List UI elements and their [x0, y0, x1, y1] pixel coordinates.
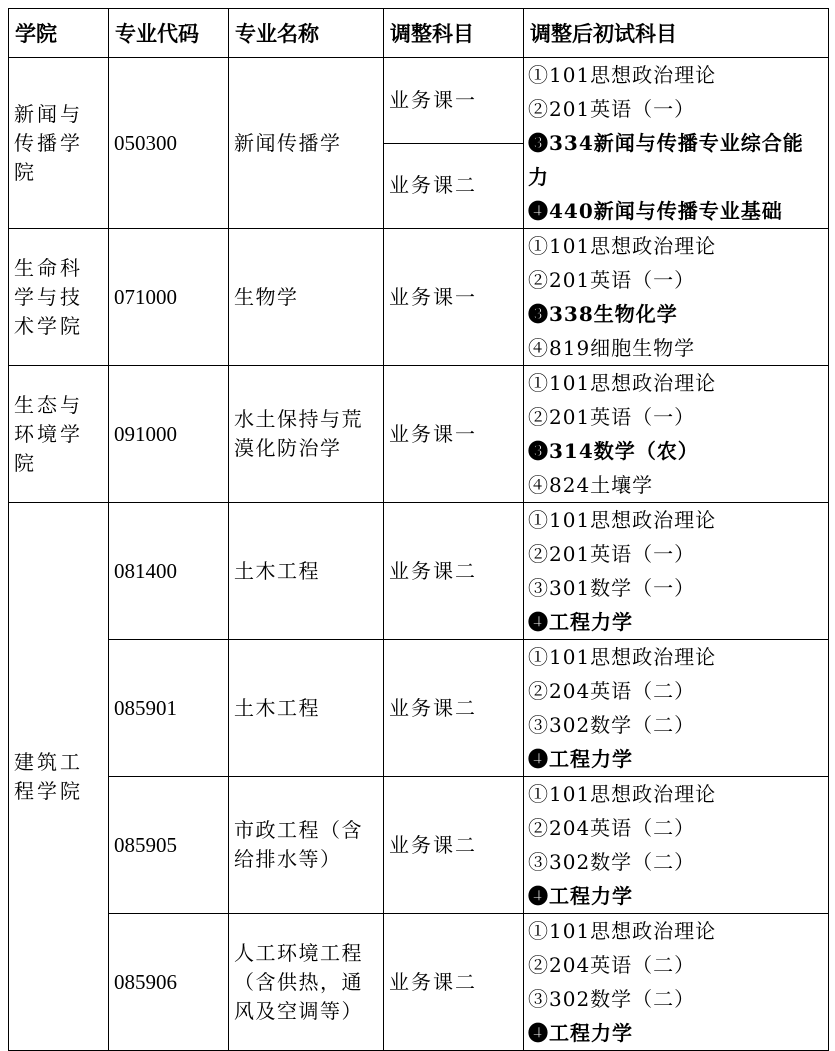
- subjects-cell: [524, 229, 829, 366]
- name-cell: 土木工程: [229, 503, 384, 640]
- college-cell: 生命科学与技术学院: [9, 229, 109, 366]
- name-cell: 新闻传播学: [229, 58, 384, 229]
- subject-item: ②204英语（二）: [528, 953, 696, 977]
- subjects-cell: [524, 777, 829, 914]
- subject-item: ④819细胞生物学: [528, 336, 696, 360]
- category-cell: 业务课二: [384, 143, 524, 229]
- subject-item: ②201英语（一）: [528, 405, 696, 429]
- subject-item: ②204英语（二）: [528, 816, 696, 840]
- subject-item: ③302数学（二）: [528, 987, 696, 1011]
- name-cell: 生物学: [229, 229, 384, 366]
- code-cell: 085906: [109, 914, 229, 1051]
- name-cell: 人工环境工程（含供热，通风及空调等）: [229, 914, 384, 1051]
- category-cell: 业务课一: [384, 58, 524, 144]
- subject-item: ③301数学（一）: [528, 576, 696, 600]
- table-row: [9, 366, 829, 503]
- subjects-cell: [524, 503, 829, 640]
- name-cell: 水土保持与荒漠化防治学: [229, 366, 384, 503]
- header-code: 专业代码: [109, 9, 229, 58]
- header-row: [9, 9, 829, 58]
- code-cell: 085905: [109, 777, 229, 914]
- subjects-cell: [524, 914, 829, 1051]
- subject-item: ❹工程力学: [528, 884, 633, 908]
- table-row: [9, 914, 829, 1051]
- subject-item: ❸334新闻与传播专业综合能力: [528, 131, 804, 189]
- name-cell: 市政工程（含给排水等）: [229, 777, 384, 914]
- adjustment-table: [8, 8, 829, 1051]
- subject-item: ❹440新闻与传播专业基础: [528, 199, 783, 223]
- subject-item: ③302数学（二）: [528, 713, 696, 737]
- subject-item: ❹工程力学: [528, 747, 633, 771]
- table-row: [9, 503, 829, 640]
- code-cell: 071000: [109, 229, 229, 366]
- subject-item: ②204英语（二）: [528, 679, 696, 703]
- college-cell: 生态与环境学院: [9, 366, 109, 503]
- header-name: 专业名称: [229, 9, 384, 58]
- category-cell: 业务课二: [384, 777, 524, 914]
- header-subjects: 调整后初试科目: [524, 9, 829, 58]
- subject-item: ①101思想政治理论: [528, 645, 717, 669]
- category-cell: 业务课二: [384, 640, 524, 777]
- code-cell: 050300: [109, 58, 229, 229]
- category-cell: 业务课二: [384, 503, 524, 640]
- table-row: [9, 229, 829, 366]
- subject-item: ①101思想政治理论: [528, 782, 717, 806]
- table-row: [9, 58, 829, 144]
- code-cell: 091000: [109, 366, 229, 503]
- subject-item: ❹工程力学: [528, 610, 633, 634]
- code-cell: 081400: [109, 503, 229, 640]
- subjects-cell: [524, 58, 829, 229]
- subject-item: ❸314数学（农）: [528, 439, 699, 463]
- subject-item: ①101思想政治理论: [528, 919, 717, 943]
- category-cell: 业务课一: [384, 366, 524, 503]
- header-college: 学院: [9, 9, 109, 58]
- subject-item: ❸338生物化学: [528, 302, 678, 326]
- college-cell: 新闻与传播学院: [9, 58, 109, 229]
- header-category: 调整科目: [384, 9, 524, 58]
- code-cell: 085901: [109, 640, 229, 777]
- table-row: [9, 777, 829, 914]
- subject-item: ❹工程力学: [528, 1021, 633, 1045]
- subject-item: ②201英语（一）: [528, 542, 696, 566]
- category-cell: 业务课二: [384, 914, 524, 1051]
- subject-item: ④824土壤学: [528, 473, 654, 497]
- college-cell: 建筑工程学院: [9, 503, 109, 1051]
- category-cell: 业务课一: [384, 229, 524, 366]
- subject-item: ③302数学（二）: [528, 850, 696, 874]
- subjects-cell: [524, 640, 829, 777]
- subject-item: ②201英语（一）: [528, 268, 696, 292]
- subject-item: ①101思想政治理论: [528, 63, 717, 87]
- subject-item: ①101思想政治理论: [528, 371, 717, 395]
- subject-item: ②201英语（一）: [528, 97, 696, 121]
- table-row: [9, 640, 829, 777]
- name-cell: 土木工程: [229, 640, 384, 777]
- subject-item: ①101思想政治理论: [528, 234, 717, 258]
- subject-item: ①101思想政治理论: [528, 508, 717, 532]
- subjects-cell: [524, 366, 829, 503]
